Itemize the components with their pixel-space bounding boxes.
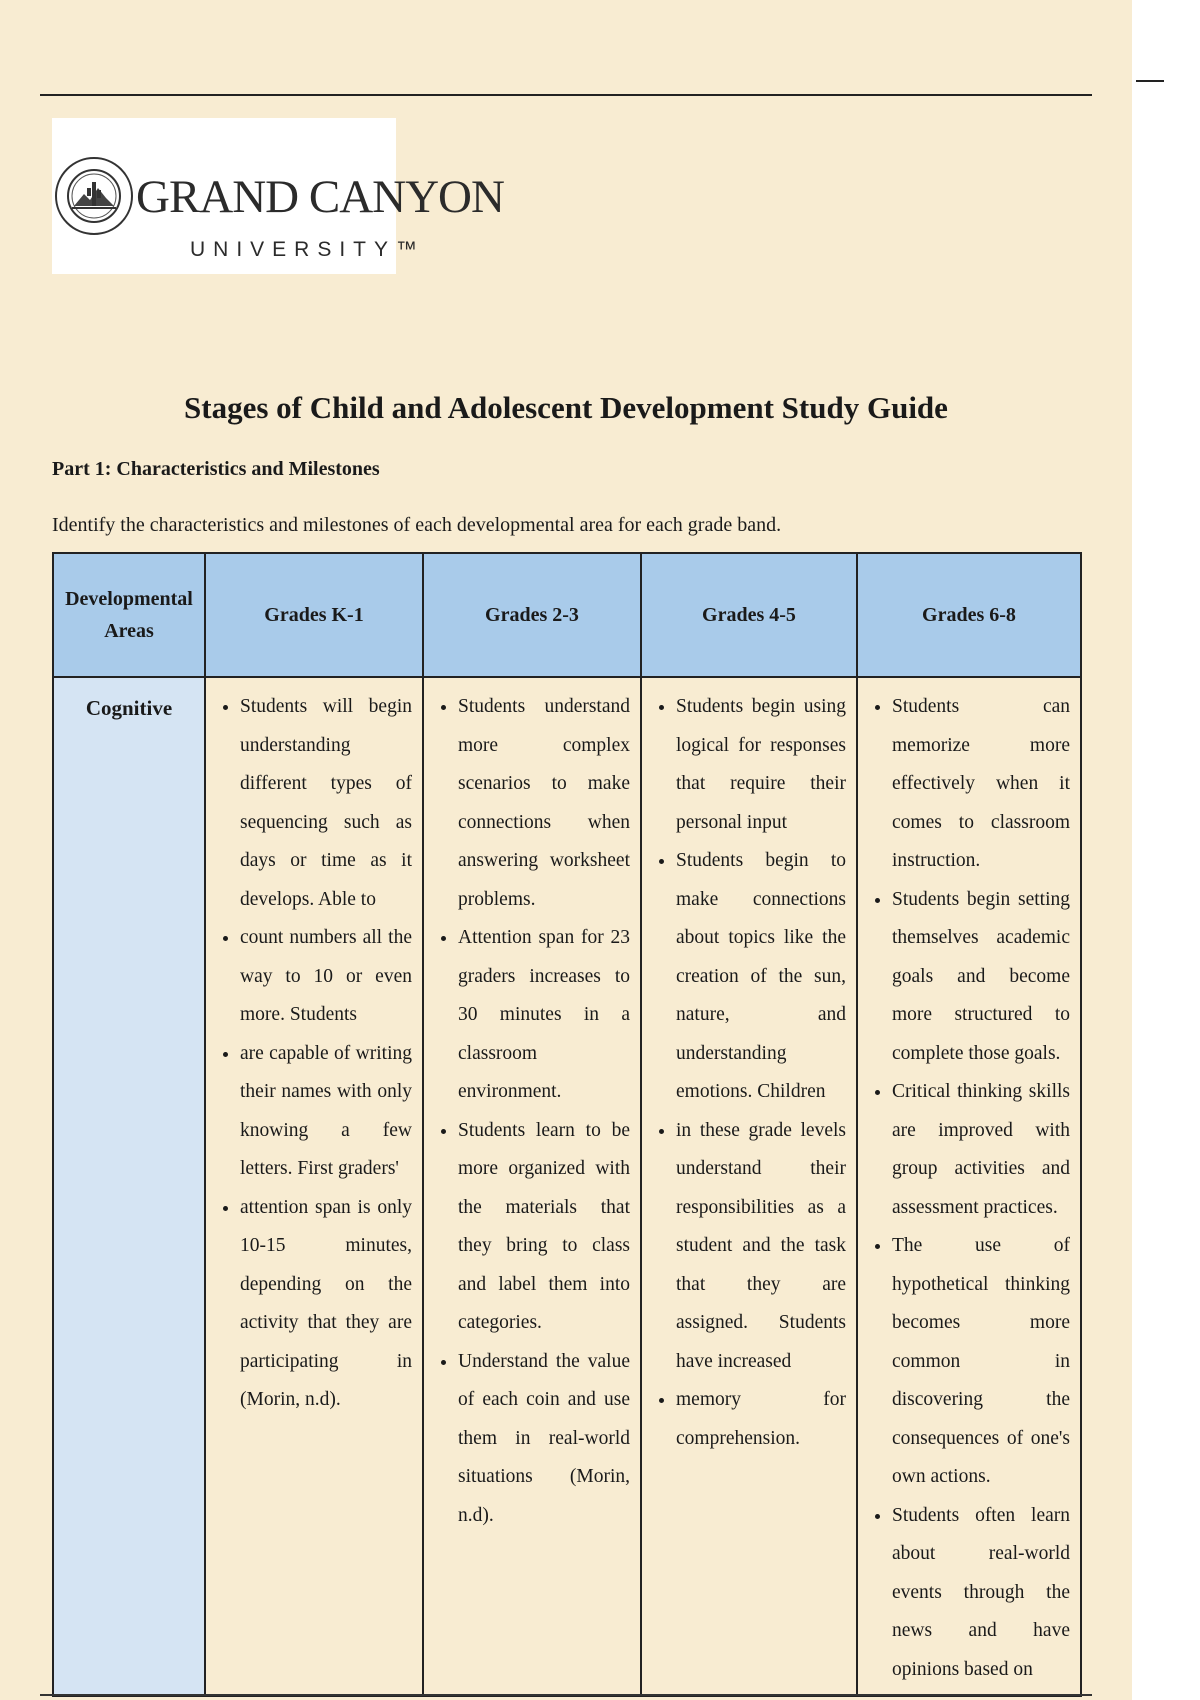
list-item: • count numbers all the way to 10 or even more. Students (240, 919, 412, 1035)
grades-2-3-cell (423, 677, 641, 1696)
bullet-list (868, 688, 1070, 1689)
logo-subtitle: UNIVERSITY™ (190, 238, 426, 261)
list-item: • Critical thinking skills are improved with group activities and assessment practices. (892, 1073, 1070, 1227)
list-item: • Attention span for 23 graders increases to 30 minutes in a classroom environment. (458, 919, 630, 1112)
list-item: • memory for comprehension. (676, 1381, 846, 1458)
table-header-row (53, 553, 1081, 677)
study-guide-table (52, 552, 1082, 1697)
page-title: Stages of Child and Adolescent Development Study Guide (184, 390, 948, 425)
page-edge (1132, 0, 1200, 1700)
instructions: Identify the characteristics and milestones of each developmental area for each grade band. (52, 514, 782, 536)
top-rule (40, 94, 1092, 96)
list-item: • Students begin setting themselves academic goals and become more structured to complete those goals. (892, 881, 1070, 1074)
table-row (53, 677, 1081, 1696)
column-header: Developmental Areas (53, 553, 205, 677)
area-cell: Cognitive (53, 677, 205, 1696)
bullet-list (652, 688, 846, 1458)
grades-6-8-cell (857, 677, 1081, 1696)
grades-4-5-cell (641, 677, 857, 1696)
column-header: Grades 6-8 (857, 553, 1081, 677)
column-header: Grades 4-5 (641, 553, 857, 677)
list-item: • The use of hypothetical thinking becomes more common in discovering the consequences of one's own actions. (892, 1227, 1070, 1497)
list-item: • Understand the value of each coin and use them in real-world situations (Morin, n.d). (458, 1343, 630, 1536)
list-item: • Students learn to be more organized with the materials that they bring to class and label them into categories. (458, 1112, 630, 1343)
seal-icon (54, 132, 134, 260)
bullet-list (216, 688, 412, 1420)
university-logo (52, 118, 504, 274)
column-header: Grades K-1 (205, 553, 423, 677)
edge-dash (1136, 80, 1164, 82)
list-item: • Students begin to make connections about topics like the creation of the sun, nature, and understanding emotions. Children (676, 842, 846, 1112)
logo-name: GRAND CANYON (136, 171, 504, 223)
bottom-rule (40, 1694, 1092, 1696)
list-item: • Students often learn about real-world events through the news and have opinions based on (892, 1497, 1070, 1690)
column-header: Grades 2-3 (423, 553, 641, 677)
part-heading: Part 1: Characteristics and Milestones (52, 458, 380, 480)
list-item: • attention span is only 10-15 minutes, depending on the activity that they are participating in (Morin, n.d). (240, 1189, 412, 1420)
list-item: • in these grade levels understand their responsibilities as a student and the task that they are assigned. Students have increased (676, 1112, 846, 1382)
grades-k1-cell (205, 677, 423, 1696)
bullet-list (434, 688, 630, 1535)
list-item: • Students will begin understanding different types of sequencing such as days or time as it develops. Able to (240, 688, 412, 919)
list-item: • Students understand more complex scenarios to make connections when answering worksheet problems. (458, 688, 630, 919)
list-item: • are capable of writing their names with only knowing a few letters. First graders' (240, 1035, 412, 1189)
list-item: • Students begin using logical for responses that require their personal input (676, 688, 846, 842)
list-item: • Students can memorize more effectively when it comes to classroom instruction. (892, 688, 1070, 881)
